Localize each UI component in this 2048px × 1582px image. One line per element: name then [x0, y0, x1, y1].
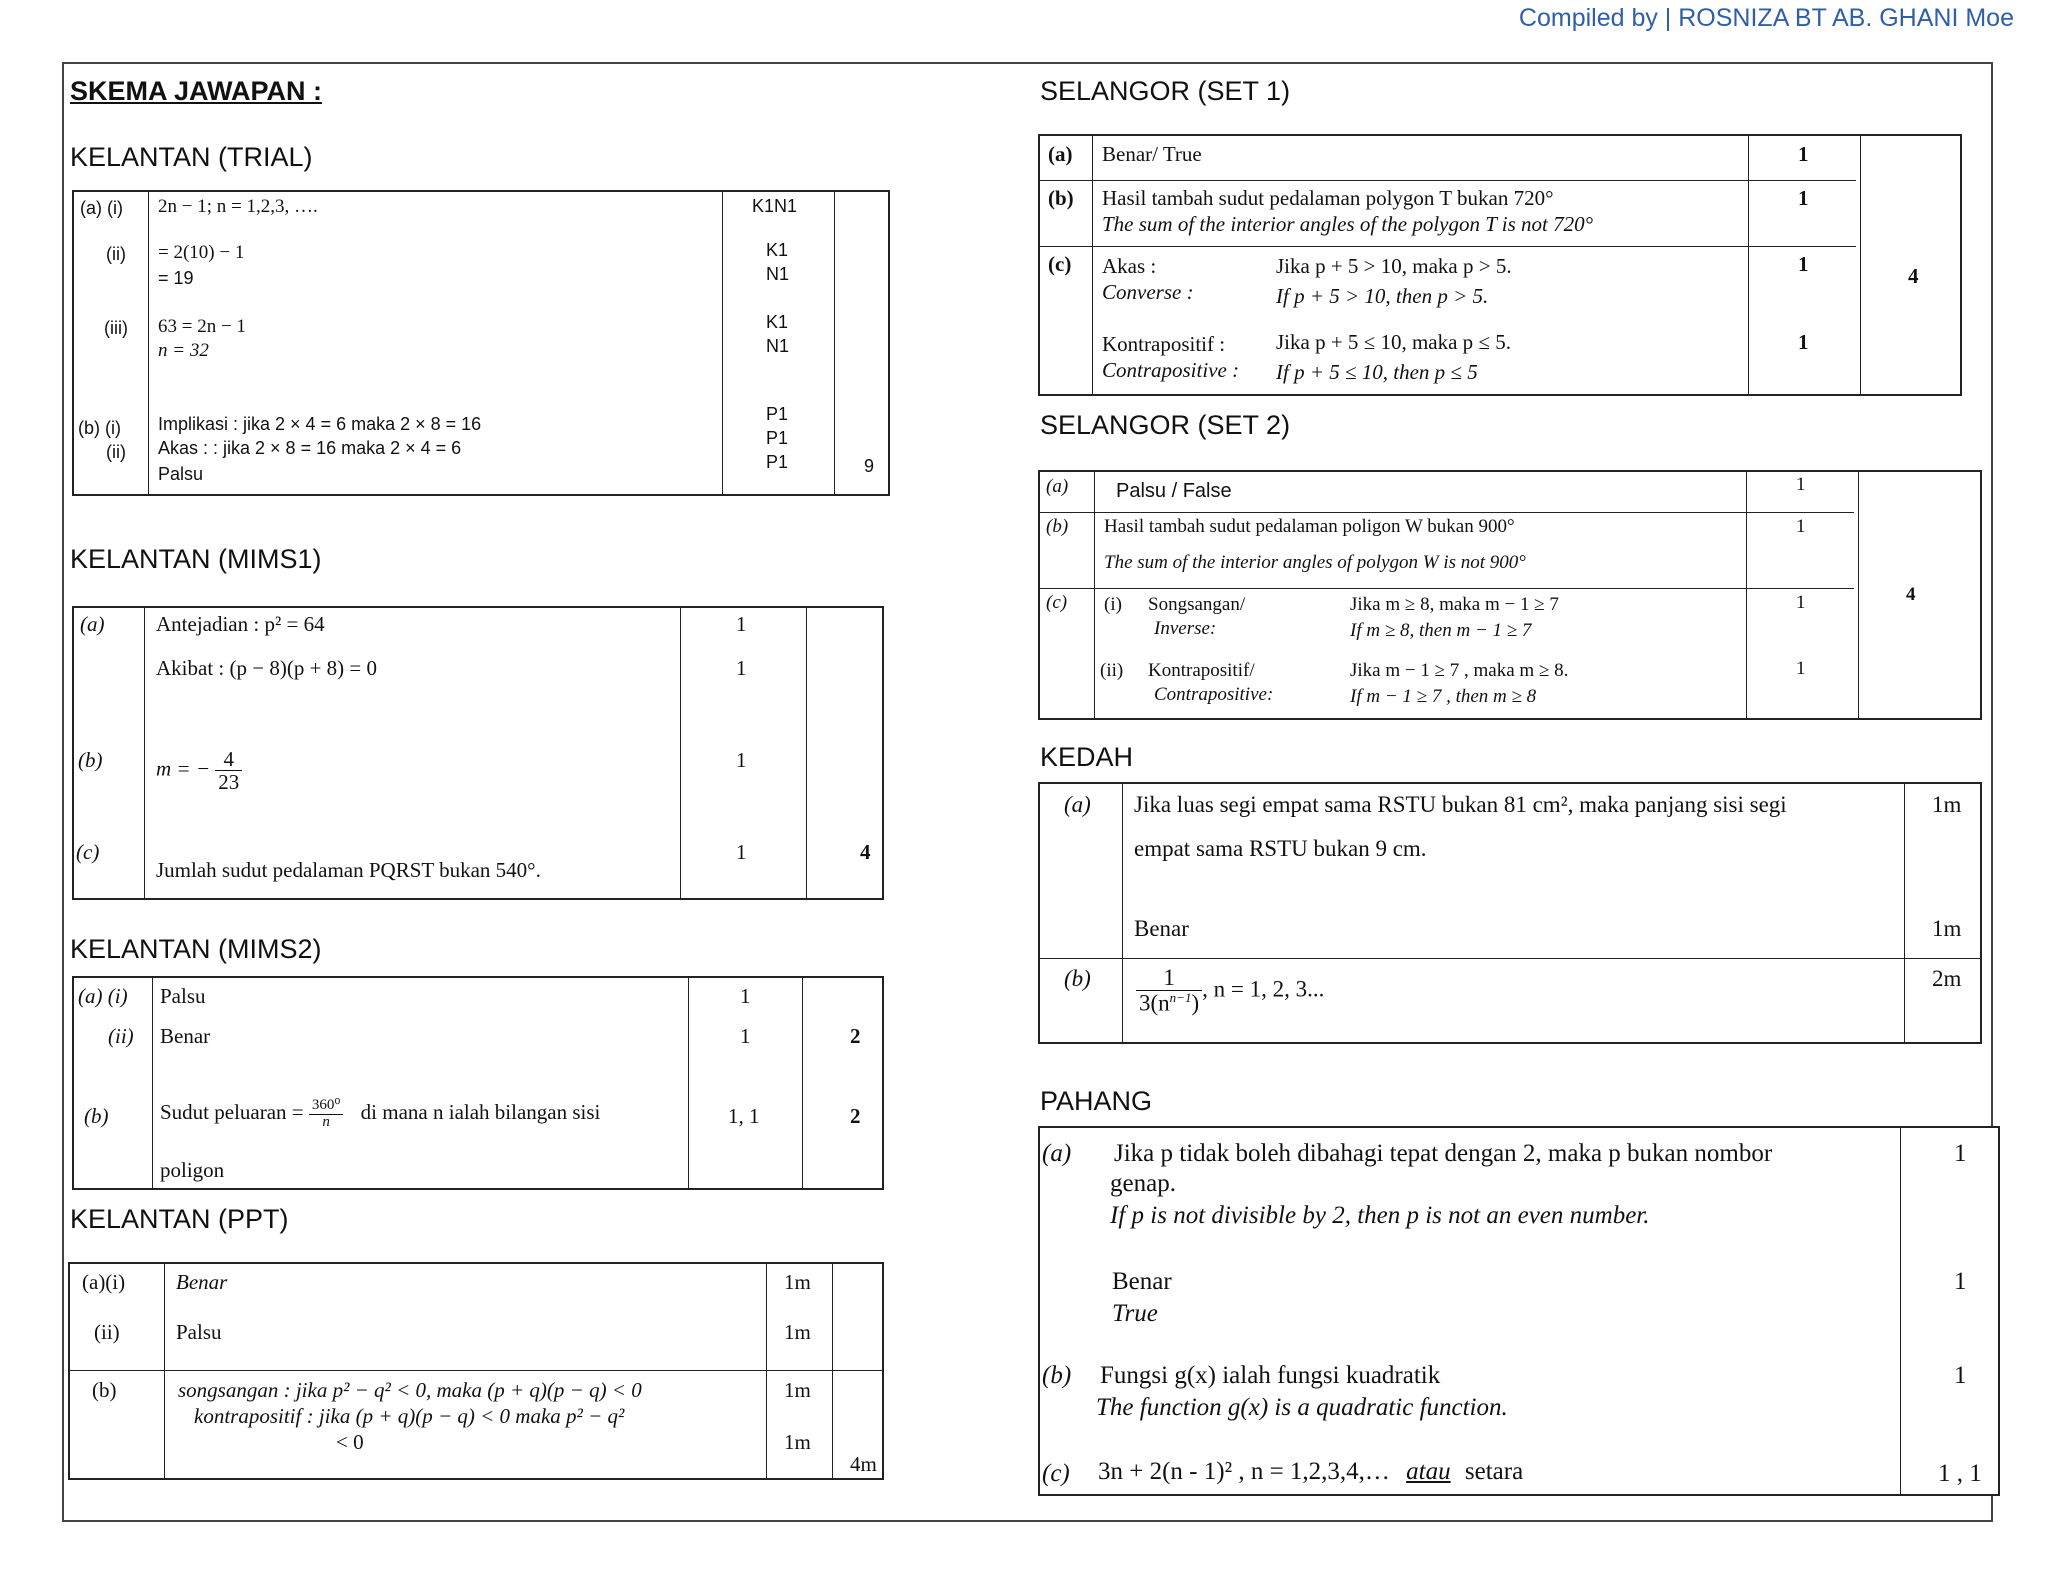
mark-text: 1: [1798, 330, 1809, 354]
answer-text: Palsu: [176, 1320, 222, 1344]
answer-text: 3n + 2(n - 1)² , n = 1,2,3,4,…: [1098, 1458, 1390, 1485]
row-label: (c): [76, 840, 100, 864]
answer-text: True: [1112, 1300, 1158, 1327]
row-label: (a) (i): [78, 984, 128, 1008]
answer-text: 63 = 2n − 1: [158, 316, 246, 337]
answer-text: Antejadian : p² = 64: [156, 612, 325, 636]
mark-text: K1N1: [752, 196, 798, 216]
setara-text: setara: [1464, 1458, 1524, 1485]
label-text: Contrapositive:: [1154, 684, 1274, 705]
answer-text: Akas : : jika 2 × 8 = 16 maka 2 × 4 = 6: [158, 438, 462, 458]
mark-text: 1m: [784, 1270, 811, 1294]
atau-text: atau: [1406, 1458, 1451, 1485]
mark-text: 1: [1796, 592, 1806, 613]
table-selangor-set2: [1038, 470, 1982, 720]
answer-text: Jika p + 5 > 10, maka p > 5.: [1276, 254, 1512, 278]
heading-kelantan-mims1: KELANTAN (MIMS1): [70, 544, 322, 574]
mark-text: N1: [766, 336, 790, 356]
answer-text: The sum of the interior angles of the polygon T is not 720°: [1102, 212, 1594, 236]
mark-text: 1: [1798, 252, 1809, 276]
answer-text: The function g(x) is a quadratic function.: [1096, 1394, 1508, 1421]
row-label: (a): [1046, 476, 1069, 497]
row-label: (c): [1048, 252, 1072, 276]
answer-text: Benar: [176, 1270, 228, 1294]
answer-text: genap.: [1110, 1170, 1176, 1197]
answer-text: Jika p tidak boleh dibahagi tepat dengan 2, maka p bukan nombor: [1114, 1140, 1773, 1167]
mark-text: P1: [766, 452, 789, 472]
answer-text: If m − 1 ≥ 7 , then m ≥ 8: [1350, 686, 1537, 707]
answer-text: empat sama RSTU bukan 9 cm.: [1134, 836, 1427, 861]
answer-text: Palsu: [158, 464, 204, 484]
table-kelantan-mims2: [72, 976, 884, 1190]
row-label: (a): [80, 612, 105, 636]
mark-text: K1: [766, 240, 789, 260]
row-label: (a): [1042, 1140, 1072, 1167]
mark-text: 1m: [784, 1320, 811, 1344]
fraction-answer: [1136, 966, 1324, 1016]
label-text: Akas :: [1102, 254, 1157, 278]
mark-text: 1: [1954, 1362, 1967, 1389]
answer-text: Jika m ≥ 8, maka m − 1 ≥ 7: [1350, 594, 1559, 615]
mark-text: N1: [766, 264, 790, 284]
heading-kelantan-mims2: KELANTAN (MIMS2): [70, 934, 322, 964]
row-label: (b): [84, 1104, 109, 1128]
answer-text: Hasil tambah sudut pedalaman poligon W bukan 900°: [1104, 516, 1515, 537]
mark-text: 1: [1796, 474, 1806, 495]
mark-text: 1: [736, 840, 747, 864]
answer-text: = 2(10) − 1: [158, 242, 245, 263]
row-label: (c): [1046, 592, 1068, 613]
row-label: (b): [1048, 186, 1074, 210]
answer-text: Sudut peluaran =: [160, 1100, 304, 1125]
mark-text: P1: [766, 428, 789, 448]
mark-text: 1m: [1932, 792, 1962, 817]
answer-text: kontrapositif : jika (p + q)(p − q) < 0 maka p² − q²: [194, 1404, 625, 1428]
mark-text: 1: [740, 1024, 751, 1048]
answer-text: poligon: [160, 1158, 225, 1182]
row-label: (b): [1064, 966, 1091, 991]
mark-text: 1: [736, 612, 747, 636]
fraction-numerator: 4: [215, 748, 242, 771]
mark-text: 2m: [1932, 966, 1962, 991]
mark-text: 1m: [784, 1378, 811, 1402]
row-label: (a): [1048, 142, 1073, 166]
fraction-denominator: n: [322, 1113, 330, 1130]
answer-text: Benar: [160, 1024, 211, 1048]
answer-text: Fungsi g(x) ialah fungsi kuadratik: [1100, 1362, 1441, 1389]
answer-text: Akibat : (p − 8)(p + 8) = 0: [156, 656, 377, 680]
table-kelantan-mims1: [72, 606, 884, 900]
row-label: (b): [1046, 516, 1069, 537]
total-marks: 4: [1908, 264, 1919, 288]
fraction-numerator: 1: [1136, 966, 1202, 991]
row-label: (b): [78, 748, 103, 772]
mark-text: 1m: [784, 1430, 811, 1454]
answer-text: Palsu: [160, 984, 206, 1008]
table-kedah: [1038, 782, 1982, 1044]
answer-text: 2n − 1; n = 1,2,3, ….: [158, 196, 318, 217]
label-text: Inverse:: [1154, 618, 1217, 639]
heading-selangor-set2: SELANGOR (SET 2): [1040, 410, 1291, 440]
mark-text: 1: [736, 748, 747, 772]
row-label: (b): [1042, 1362, 1072, 1389]
heading-kelantan-ppt: KELANTAN (PPT): [70, 1204, 289, 1234]
mark-text: 1 , 1: [1938, 1460, 1982, 1487]
answer-text: Benar: [1134, 916, 1189, 941]
row-label: (ii): [108, 1024, 134, 1048]
mark-text: K1: [766, 312, 789, 332]
sub-label: (i): [1104, 594, 1122, 615]
row-label: (b): [92, 1378, 117, 1402]
row-label: (a) (i): [80, 198, 123, 218]
row-label: (iii): [104, 318, 128, 338]
mark-text: 1: [1798, 142, 1809, 166]
total-marks: 9: [864, 456, 875, 476]
answer-text: , n = 1, 2, 3...: [1202, 976, 1325, 1002]
label-text: Converse :: [1102, 280, 1194, 304]
answer-text: n = 32: [158, 340, 209, 361]
compiled-by-credit: Compiled by | ROSNIZA BT AB. GHANI Moe: [1518, 4, 2014, 32]
table-selangor-set1: [1038, 134, 1962, 396]
heading-selangor-set1: SELANGOR (SET 1): [1040, 76, 1291, 106]
answer-text: songsangan : jika p² − q² < 0, maka (p + q)(p − q) < 0: [178, 1378, 642, 1402]
answer-text: If m ≥ 8, then m − 1 ≥ 7: [1350, 620, 1532, 641]
heading-kedah: KEDAH: [1040, 742, 1134, 772]
table-kelantan-trial: [72, 190, 890, 496]
fraction-denominator: 23: [218, 770, 240, 795]
mark-text: 1: [1796, 658, 1806, 679]
answer-text: < 0: [336, 1430, 364, 1454]
mark-text: 1: [1798, 186, 1809, 210]
total-marks: 2: [850, 1104, 861, 1128]
answer-text: Benar/ True: [1102, 142, 1202, 166]
answer-text: If p + 5 ≤ 10, then p ≤ 5: [1276, 360, 1478, 384]
answer-text: = 19: [158, 268, 194, 288]
mark-text: 1: [740, 984, 751, 1008]
row-label: (ii): [106, 244, 126, 264]
answer-text: If p + 5 > 10, then p > 5.: [1276, 284, 1489, 308]
heading-kelantan-trial: KELANTAN (TRIAL): [70, 142, 313, 172]
heading-pahang: PAHANG: [1040, 1086, 1153, 1116]
mark-text: 1: [1954, 1268, 1967, 1295]
answer-text: Hasil tambah sudut pedalaman polygon T bukan 720°: [1102, 186, 1554, 210]
fraction-close: ): [1191, 990, 1200, 1016]
answer-text: di mana n ialah bilangan sisi: [360, 1100, 601, 1125]
mark-text: 1: [1954, 1140, 1967, 1167]
row-label: (c): [1042, 1460, 1070, 1487]
answer-text: Jumlah sudut pedalaman PQRST bukan 540°.: [156, 858, 541, 882]
answer-text: Jika p + 5 ≤ 10, maka p ≤ 5.: [1276, 330, 1511, 354]
sub-label: (ii): [1100, 660, 1124, 681]
row-label: (a): [1064, 792, 1091, 817]
fraction-denominator: 3(n: [1139, 990, 1170, 1016]
total-marks: 2: [850, 1024, 861, 1048]
mark-text: 1, 1: [728, 1104, 760, 1128]
label-text: Songsangan/: [1148, 594, 1246, 615]
answer-text: Benar: [1112, 1268, 1172, 1295]
row-label: (ii): [106, 442, 126, 462]
row-label: (a)(i): [82, 1270, 126, 1294]
answer-text: m = −: [156, 756, 211, 781]
total-marks: 4: [1906, 584, 1916, 605]
mark-text: 1m: [1932, 916, 1962, 941]
total-marks: 4m: [850, 1452, 877, 1476]
table-pahang: [1038, 1126, 2000, 1496]
label-text: Kontrapositif :: [1102, 332, 1226, 356]
answer-text: Implikasi : jika 2 × 4 = 6 maka 2 × 8 = 16: [158, 414, 482, 434]
answer-text: Jika m − 1 ≥ 7 , maka m ≥ 8.: [1350, 660, 1569, 681]
row-label: (b) (i): [78, 418, 121, 438]
total-marks: 4: [860, 840, 871, 864]
table-kelantan-ppt: [68, 1262, 884, 1480]
mark-text: P1: [766, 404, 789, 424]
answer-line: [1098, 1458, 1523, 1486]
fraction-answer: [156, 748, 242, 793]
row-label: (ii): [94, 1320, 120, 1344]
label-text: Contrapositive :: [1102, 358, 1240, 382]
label-text: Kontrapositif/: [1148, 660, 1255, 681]
fraction-exponent: n−1: [1169, 990, 1192, 1006]
answer-text: If p is not divisible by 2, then p is not an even number.: [1110, 1202, 1650, 1229]
fraction-answer: [160, 1098, 600, 1131]
answer-text: The sum of the interior angles of polygon W is not 900°: [1104, 552, 1526, 573]
mark-text: 1: [736, 656, 747, 680]
answer-text: Jika luas segi empat sama RSTU bukan 81 cm², maka panjang sisi segi: [1134, 792, 1787, 817]
mark-text: 1: [1796, 516, 1806, 537]
answer-text: Palsu / False: [1116, 480, 1232, 502]
fraction-numerator: 360⁰: [309, 1098, 344, 1115]
page-title: SKEMA JAWAPAN :: [70, 76, 323, 106]
